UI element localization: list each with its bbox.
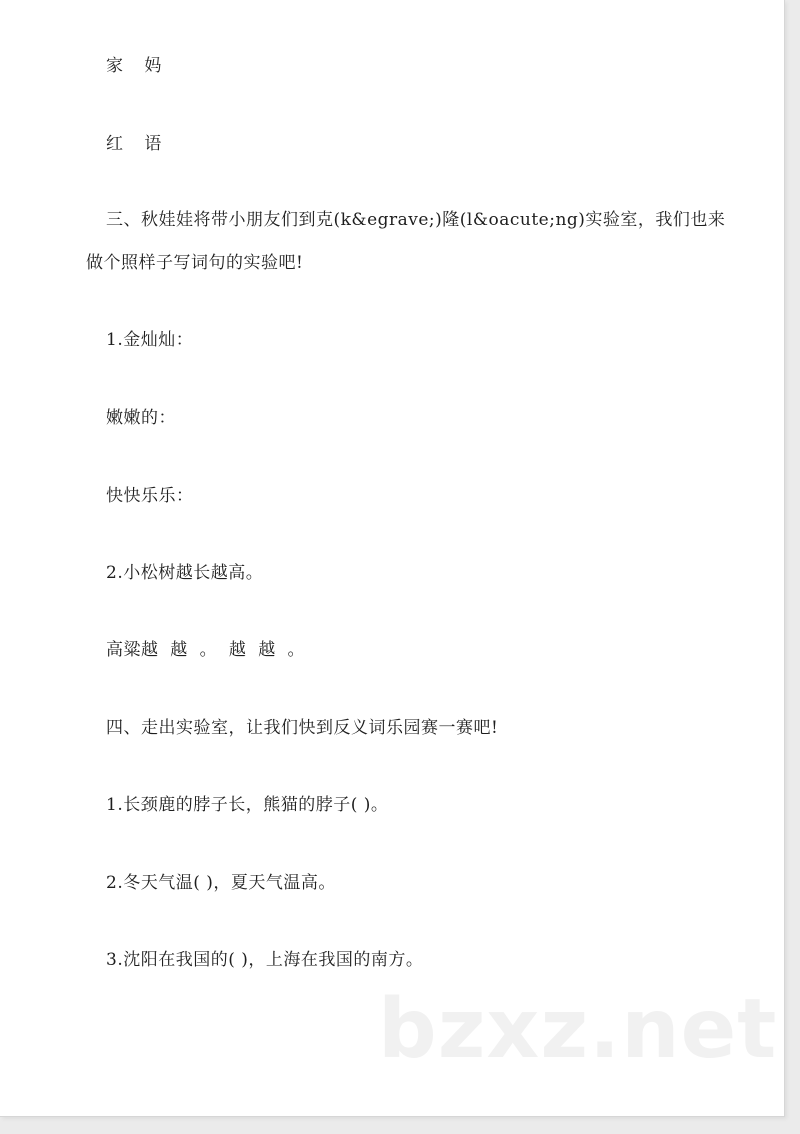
exercise-kuaikuailele: 快快乐乐： (106, 486, 194, 506)
antonym-question-1: 1.长颈鹿的脖子长，熊猫的脖子( )。 (106, 795, 389, 815)
text-line-2: 红 语 (106, 134, 170, 154)
watermark-logo: bzxz.net (378, 982, 778, 1077)
exercise-2-fill: 高粱越 越 。 越 越 。 (106, 640, 306, 660)
text-line-1: 家 妈 (106, 56, 170, 76)
antonym-question-3: 3.沈阳在我国的( )，上海在我国的南方。 (106, 950, 424, 970)
section-three-heading-cont: 做个照样子写词句的实验吧! (86, 253, 304, 273)
section-three-heading: 三、秋娃娃将带小朋友们到克(k&egrave;)隆(l&oacute;ng)实验室，我们也来 (106, 210, 726, 230)
exercise-nennende: 嫩嫩的： (106, 408, 176, 428)
section-four-heading: 四、走出实验室，让我们快到反义词乐园赛一赛吧! (106, 718, 499, 738)
exercise-2-example: 2.小松树越长越高。 (106, 563, 264, 583)
antonym-question-2: 2.冬天气温( )，夏天气温高。 (106, 873, 336, 893)
exercise-1-jincancan: 1.金灿灿： (106, 330, 194, 350)
